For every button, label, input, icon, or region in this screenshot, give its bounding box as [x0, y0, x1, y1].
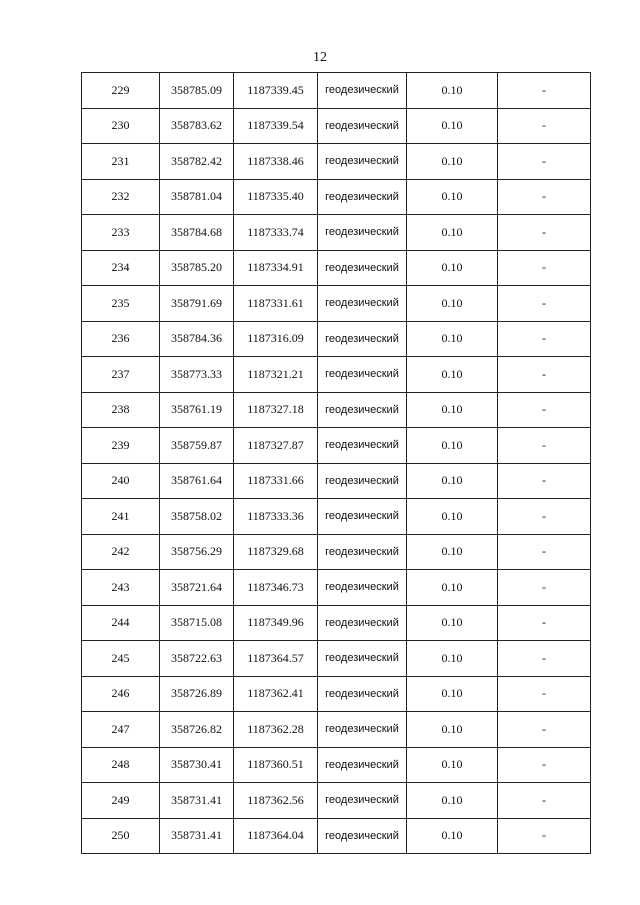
table-row: [82, 250, 591, 286]
note-cell: -: [498, 463, 591, 499]
accuracy-cell: 0.10: [407, 641, 498, 677]
coordinates-table: [81, 72, 591, 854]
point-number-cell: 245: [82, 641, 160, 677]
accuracy-cell: 0.10: [407, 534, 498, 570]
point-number-cell: 243: [82, 570, 160, 606]
table-row: [82, 783, 591, 819]
method-cell: геодезический: [318, 144, 407, 180]
method-cell: геодезический: [318, 818, 407, 854]
point-number-cell: 230: [82, 108, 160, 144]
table-row: [82, 286, 591, 322]
y-coordinate-cell: 1187362.56: [234, 783, 318, 819]
y-coordinate-cell: 1187339.45: [234, 73, 318, 109]
method-cell: геодезический: [318, 392, 407, 428]
method-cell: геодезический: [318, 463, 407, 499]
method-cell: геодезический: [318, 357, 407, 393]
x-coordinate-cell: 358785.20: [160, 250, 234, 286]
x-coordinate-cell: 358730.41: [160, 747, 234, 783]
accuracy-cell: 0.10: [407, 286, 498, 322]
note-cell: -: [498, 641, 591, 677]
y-coordinate-cell: 1187331.61: [234, 286, 318, 322]
accuracy-cell: 0.10: [407, 179, 498, 215]
accuracy-cell: 0.10: [407, 783, 498, 819]
accuracy-cell: 0.10: [407, 392, 498, 428]
note-cell: -: [498, 108, 591, 144]
method-cell: геодезический: [318, 286, 407, 322]
note-cell: -: [498, 144, 591, 180]
y-coordinate-cell: 1187338.46: [234, 144, 318, 180]
method-cell: геодезический: [318, 570, 407, 606]
x-coordinate-cell: 358791.69: [160, 286, 234, 322]
accuracy-cell: 0.10: [407, 215, 498, 251]
accuracy-cell: 0.10: [407, 747, 498, 783]
note-cell: -: [498, 286, 591, 322]
x-coordinate-cell: 358783.62: [160, 108, 234, 144]
note-cell: -: [498, 250, 591, 286]
table-row: [82, 179, 591, 215]
table-row: [82, 144, 591, 180]
method-cell: геодезический: [318, 605, 407, 641]
y-coordinate-cell: 1187362.28: [234, 712, 318, 748]
y-coordinate-cell: 1187321.21: [234, 357, 318, 393]
accuracy-cell: 0.10: [407, 712, 498, 748]
method-cell: геодезический: [318, 321, 407, 357]
method-cell: геодезический: [318, 108, 407, 144]
table-row: [82, 392, 591, 428]
method-cell: геодезический: [318, 747, 407, 783]
y-coordinate-cell: 1187360.51: [234, 747, 318, 783]
point-number-cell: 242: [82, 534, 160, 570]
note-cell: -: [498, 783, 591, 819]
note-cell: -: [498, 818, 591, 854]
point-number-cell: 249: [82, 783, 160, 819]
point-number-cell: 238: [82, 392, 160, 428]
note-cell: -: [498, 428, 591, 464]
x-coordinate-cell: 358761.19: [160, 392, 234, 428]
y-coordinate-cell: 1187327.87: [234, 428, 318, 464]
table-row: [82, 428, 591, 464]
method-cell: геодезический: [318, 179, 407, 215]
x-coordinate-cell: 358722.63: [160, 641, 234, 677]
page-number: 12: [313, 50, 327, 65]
point-number-cell: 250: [82, 818, 160, 854]
y-coordinate-cell: 1187362.41: [234, 676, 318, 712]
y-coordinate-cell: 1187331.66: [234, 463, 318, 499]
accuracy-cell: 0.10: [407, 108, 498, 144]
coordinates-table-body: [82, 73, 591, 854]
point-number-cell: 233: [82, 215, 160, 251]
table-row: [82, 747, 591, 783]
point-number-cell: 231: [82, 144, 160, 180]
table-row: [82, 641, 591, 677]
y-coordinate-cell: 1187329.68: [234, 534, 318, 570]
point-number-cell: 239: [82, 428, 160, 464]
y-coordinate-cell: 1187335.40: [234, 179, 318, 215]
accuracy-cell: 0.10: [407, 676, 498, 712]
x-coordinate-cell: 358784.36: [160, 321, 234, 357]
x-coordinate-cell: 358721.64: [160, 570, 234, 606]
x-coordinate-cell: 358781.04: [160, 179, 234, 215]
table-row: [82, 463, 591, 499]
note-cell: -: [498, 392, 591, 428]
x-coordinate-cell: 358758.02: [160, 499, 234, 535]
y-coordinate-cell: 1187364.04: [234, 818, 318, 854]
note-cell: -: [498, 179, 591, 215]
method-cell: геодезический: [318, 534, 407, 570]
x-coordinate-cell: 358731.41: [160, 783, 234, 819]
note-cell: -: [498, 570, 591, 606]
table-row: [82, 357, 591, 393]
accuracy-cell: 0.10: [407, 144, 498, 180]
point-number-cell: 247: [82, 712, 160, 748]
x-coordinate-cell: 358715.08: [160, 605, 234, 641]
accuracy-cell: 0.10: [407, 321, 498, 357]
table-row: [82, 215, 591, 251]
x-coordinate-cell: 358761.64: [160, 463, 234, 499]
accuracy-cell: 0.10: [407, 250, 498, 286]
method-cell: геодезический: [318, 712, 407, 748]
accuracy-cell: 0.10: [407, 463, 498, 499]
x-coordinate-cell: 358785.09: [160, 73, 234, 109]
table-row: [82, 570, 591, 606]
point-number-cell: 240: [82, 463, 160, 499]
x-coordinate-cell: 358773.33: [160, 357, 234, 393]
table-row: [82, 499, 591, 535]
accuracy-cell: 0.10: [407, 818, 498, 854]
note-cell: -: [498, 499, 591, 535]
point-number-cell: 237: [82, 357, 160, 393]
note-cell: -: [498, 321, 591, 357]
accuracy-cell: 0.10: [407, 499, 498, 535]
method-cell: геодезический: [318, 215, 407, 251]
note-cell: -: [498, 676, 591, 712]
accuracy-cell: 0.10: [407, 73, 498, 109]
y-coordinate-cell: 1187364.57: [234, 641, 318, 677]
x-coordinate-cell: 358756.29: [160, 534, 234, 570]
method-cell: геодезический: [318, 783, 407, 819]
accuracy-cell: 0.10: [407, 357, 498, 393]
method-cell: геодезический: [318, 73, 407, 109]
note-cell: -: [498, 712, 591, 748]
point-number-cell: 232: [82, 179, 160, 215]
point-number-cell: 234: [82, 250, 160, 286]
note-cell: -: [498, 357, 591, 393]
table-row: [82, 676, 591, 712]
y-coordinate-cell: 1187349.96: [234, 605, 318, 641]
method-cell: геодезический: [318, 641, 407, 677]
y-coordinate-cell: 1187346.73: [234, 570, 318, 606]
table-row: [82, 321, 591, 357]
method-cell: геодезический: [318, 250, 407, 286]
x-coordinate-cell: 358731.41: [160, 818, 234, 854]
note-cell: -: [498, 73, 591, 109]
point-number-cell: 246: [82, 676, 160, 712]
y-coordinate-cell: 1187327.18: [234, 392, 318, 428]
note-cell: -: [498, 215, 591, 251]
table-row: [82, 108, 591, 144]
x-coordinate-cell: 358759.87: [160, 428, 234, 464]
x-coordinate-cell: 358782.42: [160, 144, 234, 180]
point-number-cell: 229: [82, 73, 160, 109]
x-coordinate-cell: 358784.68: [160, 215, 234, 251]
point-number-cell: 241: [82, 499, 160, 535]
y-coordinate-cell: 1187334.91: [234, 250, 318, 286]
x-coordinate-cell: 358726.89: [160, 676, 234, 712]
table-row: [82, 534, 591, 570]
accuracy-cell: 0.10: [407, 570, 498, 606]
y-coordinate-cell: 1187316.09: [234, 321, 318, 357]
note-cell: -: [498, 747, 591, 783]
x-coordinate-cell: 358726.82: [160, 712, 234, 748]
table-row: [82, 712, 591, 748]
note-cell: -: [498, 534, 591, 570]
y-coordinate-cell: 1187339.54: [234, 108, 318, 144]
y-coordinate-cell: 1187333.74: [234, 215, 318, 251]
y-coordinate-cell: 1187333.36: [234, 499, 318, 535]
method-cell: геодезический: [318, 676, 407, 712]
method-cell: геодезический: [318, 428, 407, 464]
table-row: [82, 605, 591, 641]
point-number-cell: 244: [82, 605, 160, 641]
point-number-cell: 236: [82, 321, 160, 357]
point-number-cell: 235: [82, 286, 160, 322]
method-cell: геодезический: [318, 499, 407, 535]
note-cell: -: [498, 605, 591, 641]
table-row: [82, 818, 591, 854]
accuracy-cell: 0.10: [407, 605, 498, 641]
accuracy-cell: 0.10: [407, 428, 498, 464]
table-row: [82, 73, 591, 109]
point-number-cell: 248: [82, 747, 160, 783]
